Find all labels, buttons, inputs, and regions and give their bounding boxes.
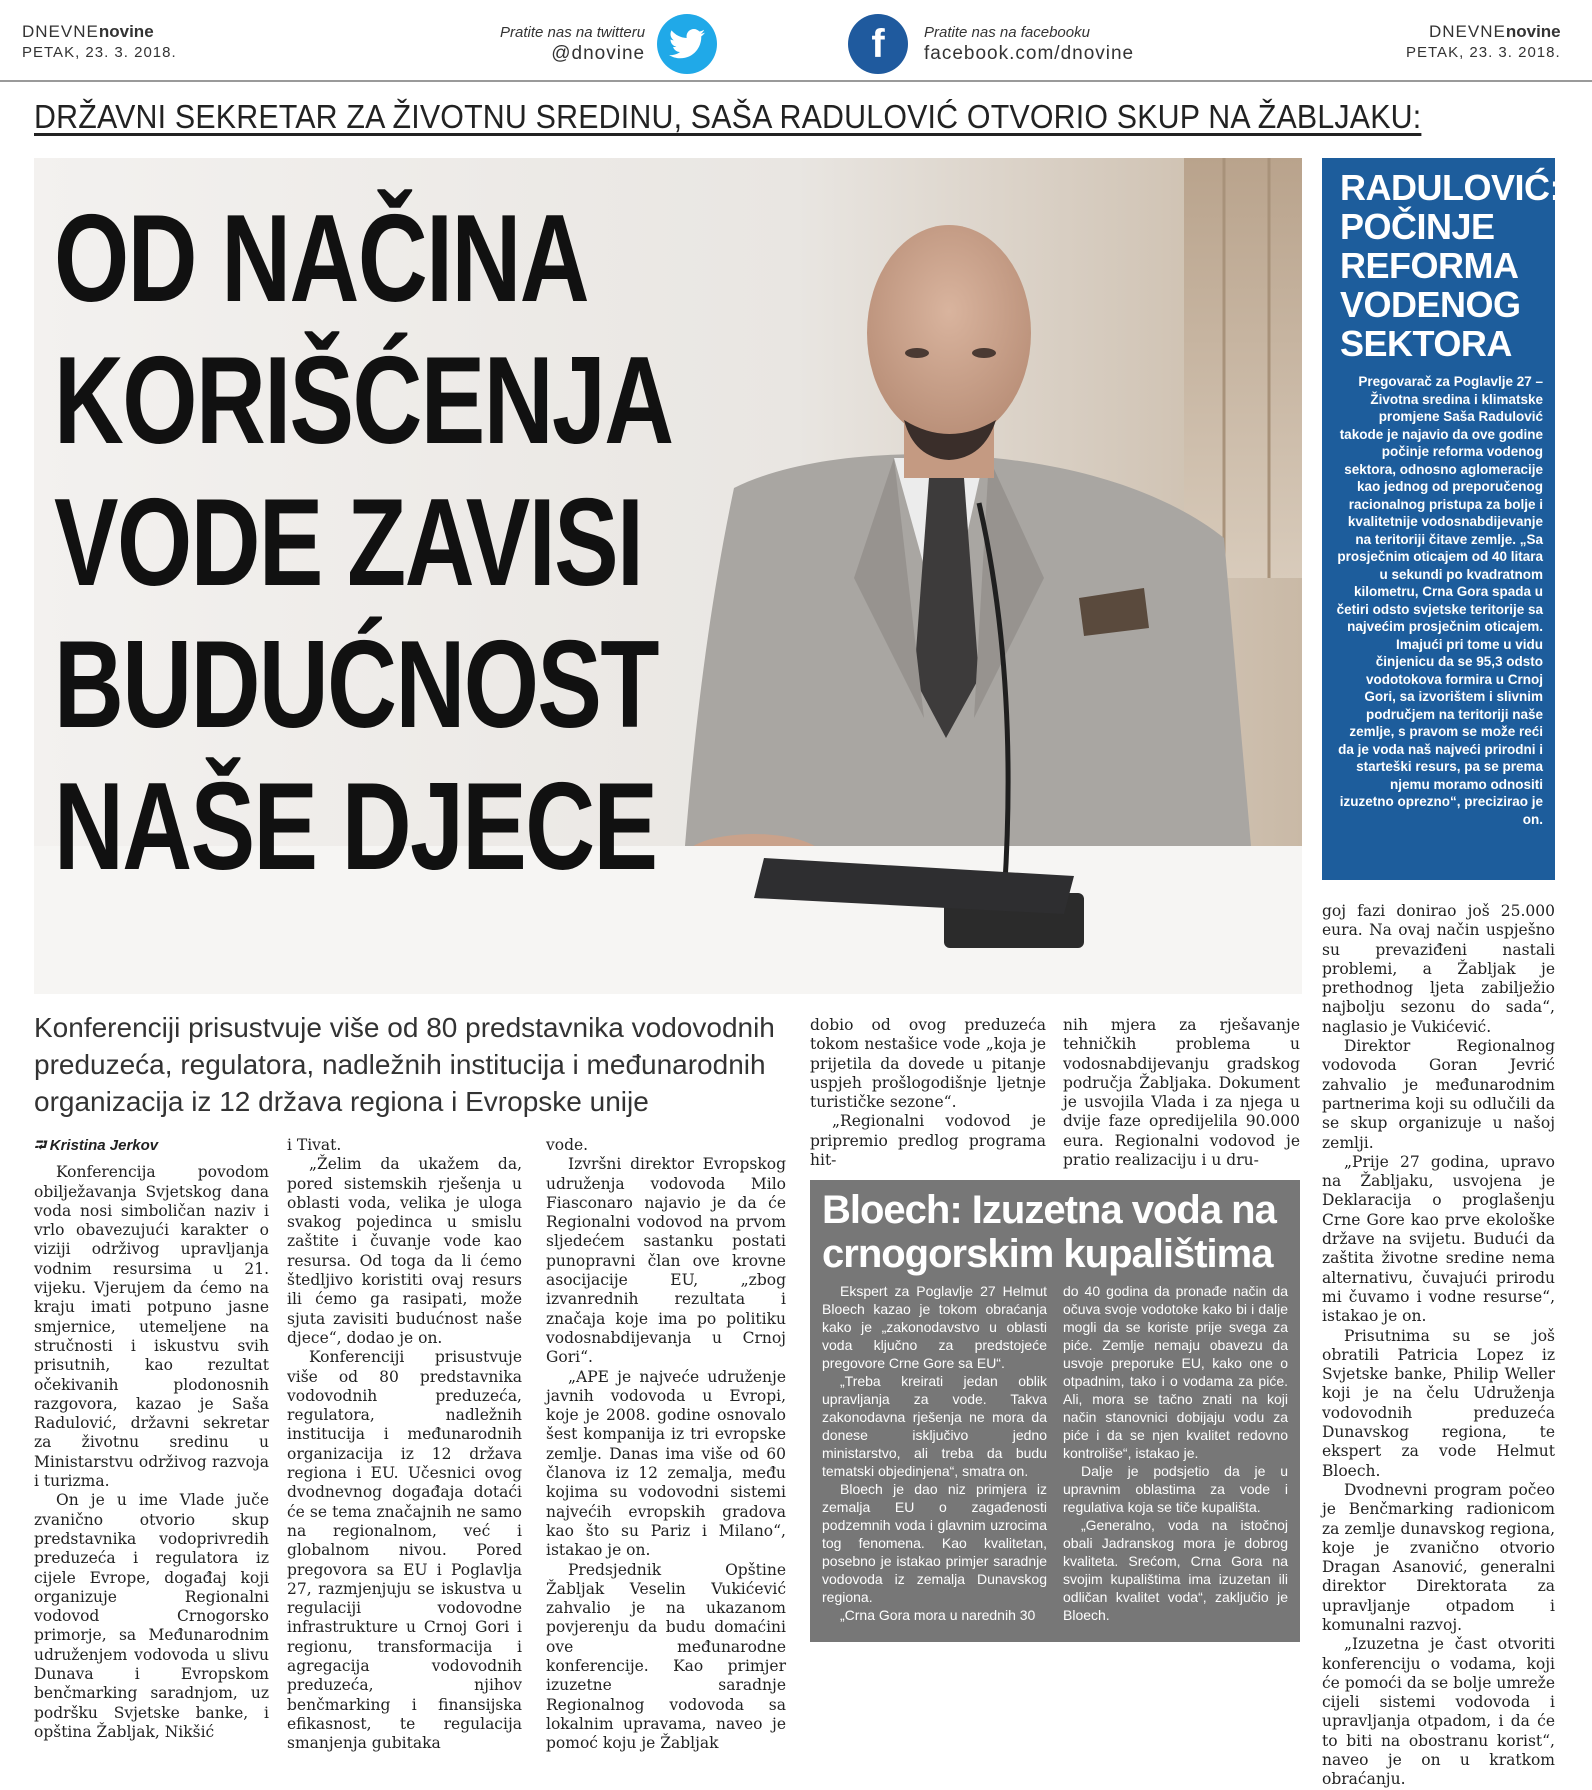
article-column-6: goj fazi donirao još 25.000 eura. Na ovaj način uspješno su prevaziđeni nastali problemi, a Žabljak je prethodnog ljeta zabilježio najbolju sezonu do sada“, naglasio je Vukićević. Direktor Regionalnog vodovoda Goran Jevrić zahvalio je međunarodnim partnerima koji su odlučili da se skup organizuje u našoj zemlji. „Prije 27 godina, upravo na Žabljaku, usvojena je Deklaracija o proglašenju Crne Gore kao prve ekološke države na svijetu. Budući da zaštita životne sredine nema alternativu, čuvajući prirodu mi čuvamo i vodne resurse“, istakao je on. Prisutnima su se još obratili Patricia Lopez iz Svjetske banke, Philip Weller koji je na čelu Udruženja vodovodnih preduzeća Dunavskog regiona, te ekspert za vode Helmut Bloech. Dvodnevni program počeo je Benčmarking radionicom za zemlje dunavskog regiona, koje je zvanično otvorio Dragan Asanović, generalni direktor Direktorata za upravljanje otpadom i komunalni razvoj. „Izuzetna je čast otvoriti konferenciju o vodama, koji će pomoći da se bolje umreže cijeli sistemi vodovoda i upravljanja otpadom, i da će to biti na obostranu korist“, naveo je on u kratkom obraćanju. bbox=[1322, 902, 1555, 1789]
hero-photo bbox=[34, 158, 1302, 994]
sidebar-body: Pregovarač za Poglavlje 27 – Životna sredina i klimatske promjene Saša Radulović takode je najavio da ove godine počinje reforma vodenog sektora, odnosno aglomeracije kao jednog od preporučenog racionalnog pristupa za bolje i kvalitetnije vodosnabdijevanje na teritoriji čitave zemlje. „Sa prosječnim oticajem od 40 litara u sekundi po kvadratnom kilometru, Crna Gora spada u četiri odsto svjetske teritorije sa najvećim prosječnim oticajem. Imajući pri tome u vidu činjenicu da se 95,3 odsto vodotokova formira u Crnoj Gori, sa izvorištem i slivnim područjem na teritoriji naše zemlje, s pravom se može reći da je voda naš najveći prirodni i starteški resurs, pa se prema njemu moramo odnositi izuzetno oprezno“, precizirao je on. bbox=[1336, 374, 1543, 827]
issue-date: PETAK, 23. 3. 2018. bbox=[22, 44, 177, 61]
sidebar-title: RADULOVIĆ: POČINJE REFORMA VODENOG SEKTORA bbox=[1340, 167, 1561, 364]
bloech-box bbox=[810, 1180, 1300, 1642]
sidebar-reform-box bbox=[1322, 158, 1561, 880]
facebook-promo[interactable]: f Pratite nas na facebooku facebook.com/dnovine bbox=[848, 14, 1134, 74]
brand-left: DNEVNEnovine PETAK, 23. 3. 2018. bbox=[22, 22, 177, 61]
lead-paragraph: Konferenciji prisustvuje više od 80 predstavnika vodovodnih preduzeća, regulatora, nadležnih institucija i međunarodnih organizacija iz 12 država regiona i Evropske unije bbox=[34, 1012, 775, 1117]
byline: ⮒ Kristina Jerkov bbox=[34, 1137, 159, 1154]
article-column-5: nih mjera za rješavanje tehničkih problema u vodosnabdijevanju gradskog područja Žabljaka. Dokument je usvojila Vlada i za njega u dvije faze opredijelila 90.000 eura. Regionalni vodovod je pratio realizaciju i u dru- bbox=[1063, 1016, 1300, 1170]
box-column-right: do 40 godina da pronađe način da očuva svoje vodotoke kako bi i dalje mogli da se koriste prije svega za piće. Zemlje nemaju obavezu da usvoje preporuke EU, kako one o otpadnim, tako i o vodama za piće. Ali, mora se tačno znati na koji način stanovnici dobijaju vodu za piće i da se njen kvalitet redovno kontroliše“, istakao je. Dalje je podsjetio da je u upravnim oblastima za vode i regulativa koja se tiče kupališta. „Generalno, voda na istočnoj obali Jadranskog mora je dobrog kvaliteta. Srećom, Crna Gora na svojim kupalištima ima izuzetan ili odličan kvalitet voda“, zaključio je Bloech. bbox=[1063, 1283, 1288, 1623]
facebook-f-icon[interactable]: f bbox=[848, 14, 908, 74]
brand-right: DNEVNEnovine PETAK, 23. 3. 2018. bbox=[1406, 22, 1561, 61]
twitter-promo[interactable]: Pratite nas na twitteru @dnovine bbox=[500, 14, 717, 74]
article-column-2: i Tivat. „Želim da ukažem da, pored sistemskih rješenja u oblasti voda, velika je uloga svakog pojedinca u smislu zaštite i čuvanje vode kao resursa. Od toga da li ćemo štedljivo koristiti ovaj resurs ili ćemo ga rasipati, može sjuta zavisiti budućnost naše djece“, dodao je on. Konferenciji prisustvuje više od 80 predstavnika vodovodnih preduzeća, regulatora, nadležnih institucija i međunarodnih organizacija iz 12 država regiona i EU. Učesnici ovog dvodnevnog događaja dotaći će se tema značajnih ne samo na regionalnom, već i globalnom nivou. Pored pregovora sa EU i Poglavlja 27, razmjenjuju se iskustva u regulaciji vodovodne infrastrukture u Crnoj Gori i regionu, transformacija i agregacija vodovodnih preduzeća, njihov benčmarking i finansijska efikasnost, te regulacija smanjenja gubitaka bbox=[287, 1136, 522, 1753]
article-column-3: vode. Izvršni direktor Evropskog udruženja vodovoda Milo Fiasconaro najavio je da će Regionalni vodovod na prvom sljedećem sastanku postati punopravni član ove krovne asocijacije EU, „zbog izvanrednih rezultata i značaja koje ima po politiku vodosnabdijevanja u Crnoj Gori“. „APE je najveće udruženje javnih vodovoda u Evropi, koje je 2008. godine osnovalo šest kompanija iz tri evropske zemlje. Danas ima više od 60 članova iz 12 zemalja, među kojima su vodovodni sistemi najvećih evropskih gradova kao što su Pariz i Milano“, istakao je on. Predsjednik Opštine Žabljak Veselin Vukićević zahvalio je na ukazanom povjerenju da budu domaćini ove međunarodne konferencije. Kao primjer izuzetne saradnje Regionalnog vodovoda sa lokalnim upravama, naveo je pomoć koju je Žabljak bbox=[546, 1136, 786, 1753]
box-column-left: Ekspert za Poglavlje 27 Helmut Bloech kazao je tokom obraćanja kako je „zakonodavstvo u oblasti voda ključno za predstojeće pregovore Crne Gore sa EU“. „Treba kreirati jedan oblik upravljanja za vode. Takva zakonodavna rješenja ne mora da donese isključivo jedno ministarstvo, ali treba da budu tematski objedinjena“, smatra on. Bloech je dao niz primjera iz zemalja EU o zagađenosti podzemnih voda i glavnim uzrocima tog fenomena. Kao kvalitetan, posebno je istakao primjer saradnje vodovoda iz zemalja Dunavskog regiona. „Crna Gora mora u narednih 30 bbox=[822, 1283, 1047, 1623]
twitter-bird-icon[interactable] bbox=[657, 14, 717, 74]
main-headline: OD NAČINA KORIŠĆENJA VODE ZAVISI BUDUĆNOST NAŠE DJECE bbox=[54, 190, 673, 896]
masthead bbox=[0, 0, 1592, 82]
box-title: Bloech: Izuzetna voda na crnogorskim kupalištima bbox=[822, 1188, 1276, 1276]
kicker-headline: DRŽAVNI SEKRETAR ZA ŽIVOTNU SREDINU, SAŠA RADULOVIĆ OTVORIO SKUP NA ŽABLJAKU: bbox=[34, 98, 1422, 135]
article-column-4: dobio od ovog preduzeća tokom nestašice vode „koja je prijetila da dovede u pitanje uspjeh prošlogodišnje ljetnje turističke sezone“. „Regionalni vodovod je pripremio predlog programa hit- bbox=[810, 1016, 1046, 1170]
article-column-1: ⮒ Kristina Jerkov Konferencija povodom obilježavanja Svjetskog dana voda nosi simboličan naziv i vrlo obavezujući karakter o viziji održivog upravljanja vodnim resursima u 21. vijeku. Vjerujem da ćemo na kraju imati potpuno jasne smjernice, utemeljene na stručnosti i iskustvu svih prisutnih, kao rezultat očekivanih plodonosnih razgovora, kazao je Saša Radulović, državni sekretar za životnu sredinu u Ministarstvu održivog razvoja i turizma. On je u ime Vlade juče zvanično otvorio skup predstavnika vodoprivredih preduzeća i regulatora iz cijele Evrope, događaj koji organizuje Regionalni vodovod Crnogorsko primorje, sa Međunarodnim udruženjem vodovoda u slivu Dunava i Evropskom benčmarking saradnjom, uz podršku Svjetske banke, i opština Žabljak, Nikšić bbox=[34, 1137, 269, 1741]
